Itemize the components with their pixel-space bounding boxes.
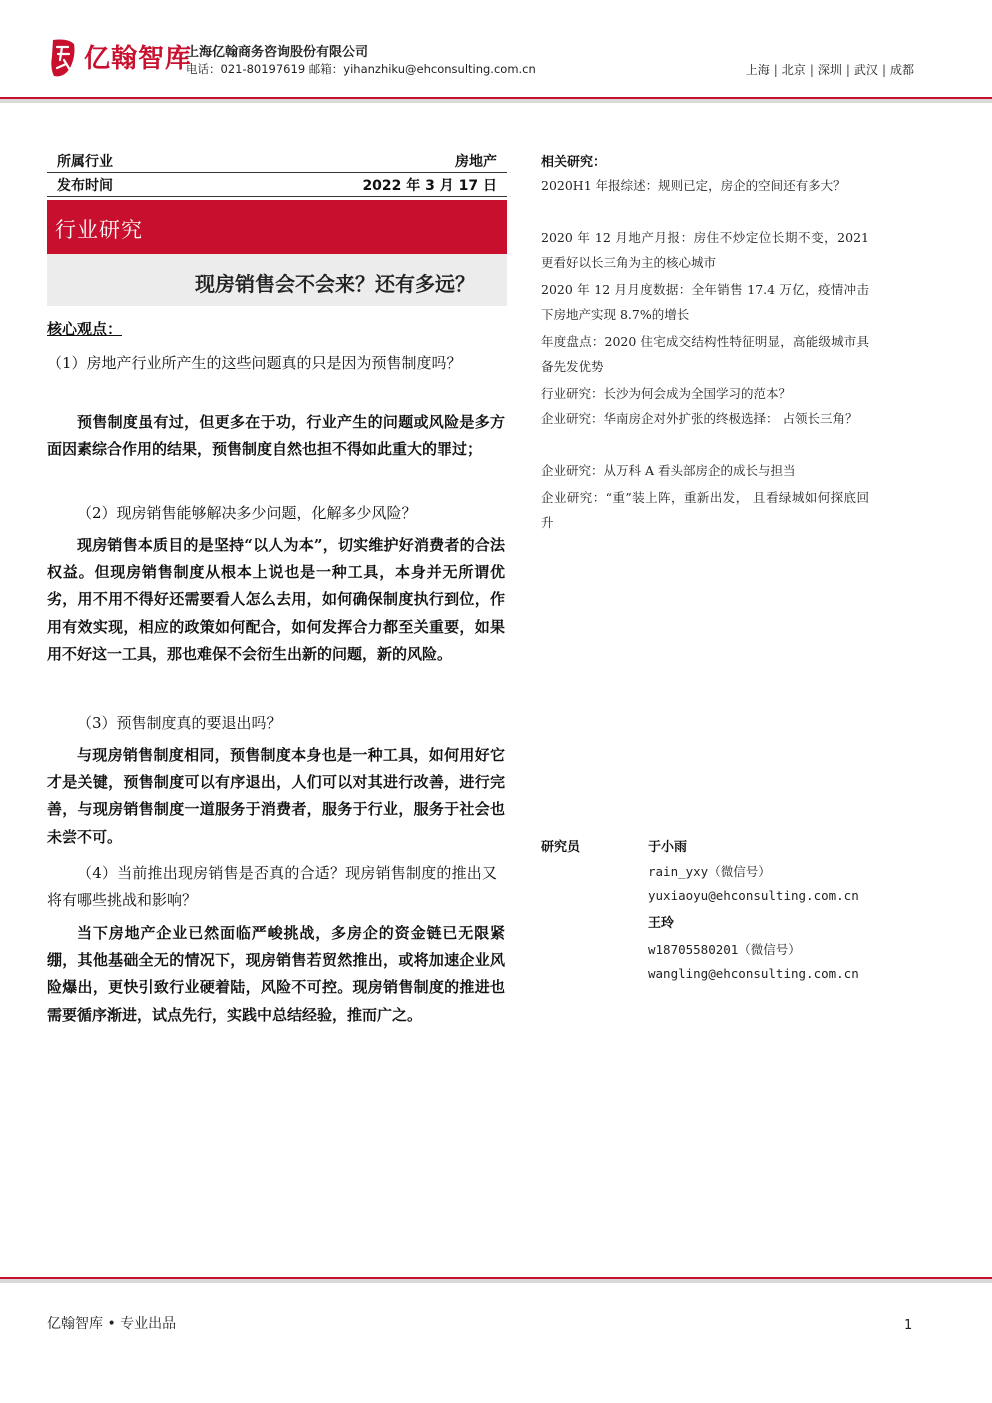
date-value: 2022 年 3 月 17 日 bbox=[362, 178, 497, 194]
researcher-wechat: w18705580201（微信号） bbox=[648, 942, 801, 957]
footer-text: 亿翰智库 • 专业出品 bbox=[47, 1316, 177, 1332]
core-question-1: （1）房地产行业所产生的这些问题真的只是因为预售制度吗？ bbox=[47, 354, 462, 372]
city-list: 上海 | 北京 | 深圳 | 武汉 | 成都 bbox=[745, 63, 914, 77]
related-item: 企业研究：“重”装上阵，重新出发， 且看绿城如何探底回升 bbox=[541, 490, 869, 531]
researcher-email: yuxiaoyu@ehconsulting.com.cn bbox=[648, 888, 859, 903]
related-item: 企业研究：华南房企对外扩张的终极选择： 占领长三角？ bbox=[541, 411, 858, 426]
date-label: 发布时间 bbox=[57, 178, 113, 194]
city-item: 上海 bbox=[745, 63, 770, 77]
researcher-name: 于小雨 bbox=[648, 840, 688, 855]
core-answer-3: 与现房销售制度相同，预售制度本身也是一种工具，如何用好它才是关键，预售制度可以有序退出，人们可以对其进行改善，进行完善，与现房销售制度一道服务于消费者，服务于行业，服务于社会也未尝不可。 bbox=[47, 746, 505, 846]
yihan-seal-icon bbox=[48, 38, 78, 78]
related-item: 2020 年 12 月月度数据：全年销售 17.4 万亿，疫情冲击下房地产实现 8.7%的增长 bbox=[541, 282, 869, 323]
industry-label: 所属行业 bbox=[57, 154, 113, 170]
report-title: 现房销售会不会来？还有多远？ bbox=[195, 272, 475, 296]
date-row bbox=[47, 172, 507, 197]
related-item: 行业研究：长沙为何会成为全国学习的范本？ bbox=[541, 386, 792, 401]
industry-row bbox=[47, 148, 507, 173]
city-item: 北京 bbox=[781, 63, 806, 77]
industry-value: 房地产 bbox=[455, 154, 497, 170]
page-number: 1 bbox=[904, 1318, 913, 1333]
core-answer-1: 预售制度虽有过，但更多在于功，行业产生的问题或风险是多方面因素综合作用的结果，预售制度自然也担不得如此重大的罪过； bbox=[47, 413, 505, 459]
city-item: 武汉 bbox=[853, 63, 878, 77]
section-banner bbox=[47, 200, 507, 254]
core-answer-4: 当下房地产企业已然面临严峻挑战，多房企的资金链已无限紧绷，其他基础全无的情况下，现房销售若贸然推出，或将加速企业风险爆出，更快引致行业硬着陆，风险不可控。现房销售制度的推进也需要循序渐进，试点先行，实践中总结经验，推而广之。 bbox=[47, 924, 505, 1024]
footer-divider bbox=[0, 1277, 992, 1283]
related-item: 2020H1 年报综述：规则已定，房企的空间还有多大？ bbox=[541, 178, 846, 193]
city-item: 深圳 bbox=[817, 63, 842, 77]
core-answer-2: 现房销售本质目的是坚持“以人为本”，切实维护好消费者的合法权益。但现房销售制度从根本上说也是一种工具，本身并无所谓优劣，用不用不得好还需要看人怎么去用，如何确保制度执行到位，作用有效实现，相应的政策如何配合，如何发挥合力都至关重要，如果用不好这一工具，那也难保不会衍生出新的问题，新的风险。 bbox=[47, 536, 505, 663]
researcher-name: 王玲 bbox=[648, 916, 675, 931]
title-box bbox=[47, 254, 507, 306]
core-question-3: （3）预售制度真的要退出吗？ bbox=[77, 714, 282, 732]
core-question-2: （2）现房销售能够解决多少问题，化解多少风险？ bbox=[77, 504, 417, 522]
core-heading: 核心观点： bbox=[47, 320, 123, 338]
brand-name: 亿翰智库 bbox=[84, 44, 193, 74]
banner-label: 行业研究 bbox=[55, 218, 143, 242]
related-item: 年度盘点：2020 住宅成交结构性特征明显，高能级城市具备先发优势 bbox=[541, 334, 869, 375]
header-divider bbox=[0, 97, 992, 103]
researcher-wechat: rain_yxy（微信号） bbox=[648, 864, 771, 879]
city-item: 成都 bbox=[889, 63, 914, 77]
company-name: 上海亿翰商务咨询股份有限公司 bbox=[186, 45, 369, 60]
researcher-email: wangling@ehconsulting.com.cn bbox=[648, 966, 859, 981]
related-heading: 相关研究： bbox=[541, 155, 607, 170]
contact-line: 电话：021-80197619 邮箱：yihanzhiku@ehconsulting.com.cn bbox=[186, 62, 536, 76]
core-question-4: （4）当前推出现房销售是否真的合适？现房销售制度的推出又将有哪些挑战和影响？ bbox=[47, 864, 497, 910]
related-item: 企业研究：从万科 A 看头部房企的成长与担当 bbox=[541, 463, 796, 478]
researcher-label: 研究员 bbox=[541, 840, 581, 855]
related-item: 2020 年 12 月地产月报：房住不炒定位长期不变，2021 更看好以长三角为主的核心城市 bbox=[541, 230, 869, 271]
